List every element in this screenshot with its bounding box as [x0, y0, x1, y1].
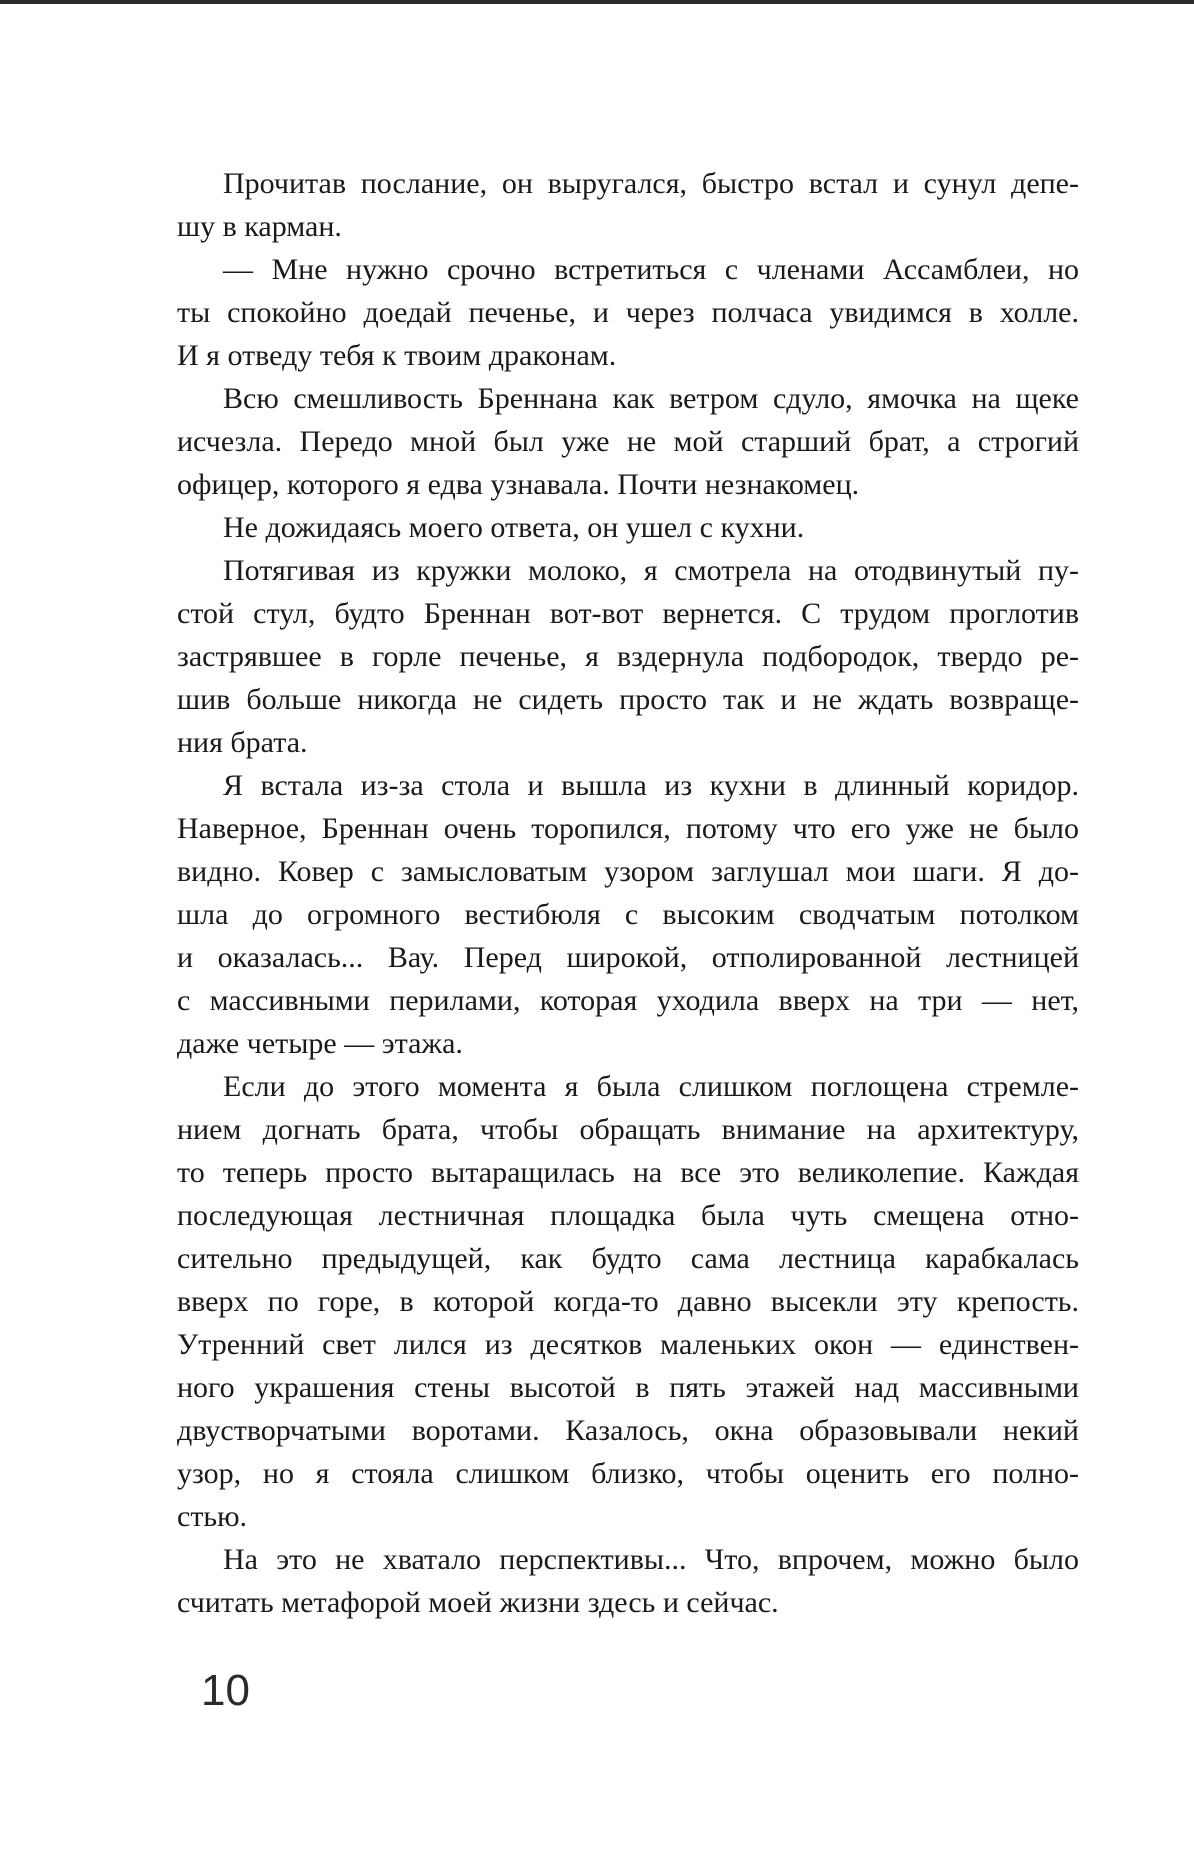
text-line: исчезла. Передо мной был уже не мой старший брат, а строгий: [177, 425, 1079, 458]
text-line: с массивными перилами, которая уходила вверх на три — нет,: [177, 984, 1079, 1017]
text-line: шив больше никогда не сидеть просто так и не ждать возвраще-: [177, 683, 1079, 716]
text-line: узор, но я стояла слишком близко, чтобы оценить его полно-: [177, 1457, 1079, 1490]
text-line: Всю смешливость Бреннана как ветром сдуло, ямочка на щеке: [223, 382, 1079, 415]
text-line: ного украшения стены высотой в пять этажей над массивными: [177, 1371, 1079, 1404]
text-line: Потягивая из кружки молоко, я смотрела на отодвинутый пу-: [223, 554, 1079, 587]
text-line: нием догнать брата, чтобы обращать внимание на архитектуру,: [177, 1113, 1079, 1146]
text-line: Прочитав послание, он выругался, быстро встал и сунул депе-: [223, 167, 1079, 200]
page-number: 10: [201, 1666, 250, 1715]
text-line: считать метафорой моей жизни здесь и сейчас.: [177, 1586, 779, 1619]
text-line: Если до этого момента я была слишком поглощена стремле-: [223, 1070, 1079, 1103]
text-line: то теперь просто вытаращилась на все это великолепие. Каждая: [177, 1156, 1079, 1189]
text-line: шла до огромного вестибюля с высоким сводчатым потолком: [177, 898, 1079, 931]
text-line: двустворчатыми воротами. Казалось, окна образовывали некий: [177, 1414, 1079, 1447]
top-edge-bar: [0, 0, 1194, 4]
text-line: офицер, которого я едва узнавала. Почти незнакомец.: [177, 468, 860, 501]
text-line: видно. Ковер с замысловатым узором заглушал мои шаги. Я до-: [177, 855, 1079, 888]
text-line: стью.: [177, 1500, 248, 1533]
text-line: последующая лестничная площадка была чуть смещена отно-: [177, 1199, 1079, 1232]
text-line: застрявшее в горле печенье, я вздернула подбородок, твердо ре-: [177, 640, 1079, 673]
text-line: вверх по горе, в которой когда-то давно высекли эту крепость.: [177, 1285, 1079, 1318]
text-line: — Мне нужно срочно встретиться с членами Ассамблеи, но: [223, 253, 1079, 286]
text-line: ты спокойно доедай печенье, и через полчаса увидимся в холле.: [177, 296, 1079, 329]
text-line: Утренний свет лился из десятков маленьких окон — единствен-: [177, 1328, 1079, 1361]
text-line: ния брата.: [177, 726, 308, 759]
text-line: На это не хватало перспективы... Что, впрочем, можно было: [223, 1543, 1079, 1576]
text-line: Я встала из-за стола и вышла из кухни в длинный коридор.: [223, 769, 1079, 802]
text-line: И я отведу тебя к твоим драконам.: [177, 339, 617, 372]
page-text: [177, 162, 1079, 1624]
text-line: шу в карман.: [177, 210, 342, 243]
text-line: и оказалась... Вау. Перед широкой, отполированной лестницей: [177, 941, 1079, 974]
text-line: Наверное, Бреннан очень торопился, потому что его уже не было: [177, 812, 1079, 845]
text-line: даже четыре — этажа.: [177, 1027, 463, 1060]
text-line: сительно предыдущей, как будто сама лестница карабкалась: [177, 1242, 1079, 1275]
text-line: стой стул, будто Бреннан вот-вот вернется. С трудом проглотив: [177, 597, 1079, 630]
text-line: Не дожидаясь моего ответа, он ушел с кухни.: [223, 511, 805, 544]
